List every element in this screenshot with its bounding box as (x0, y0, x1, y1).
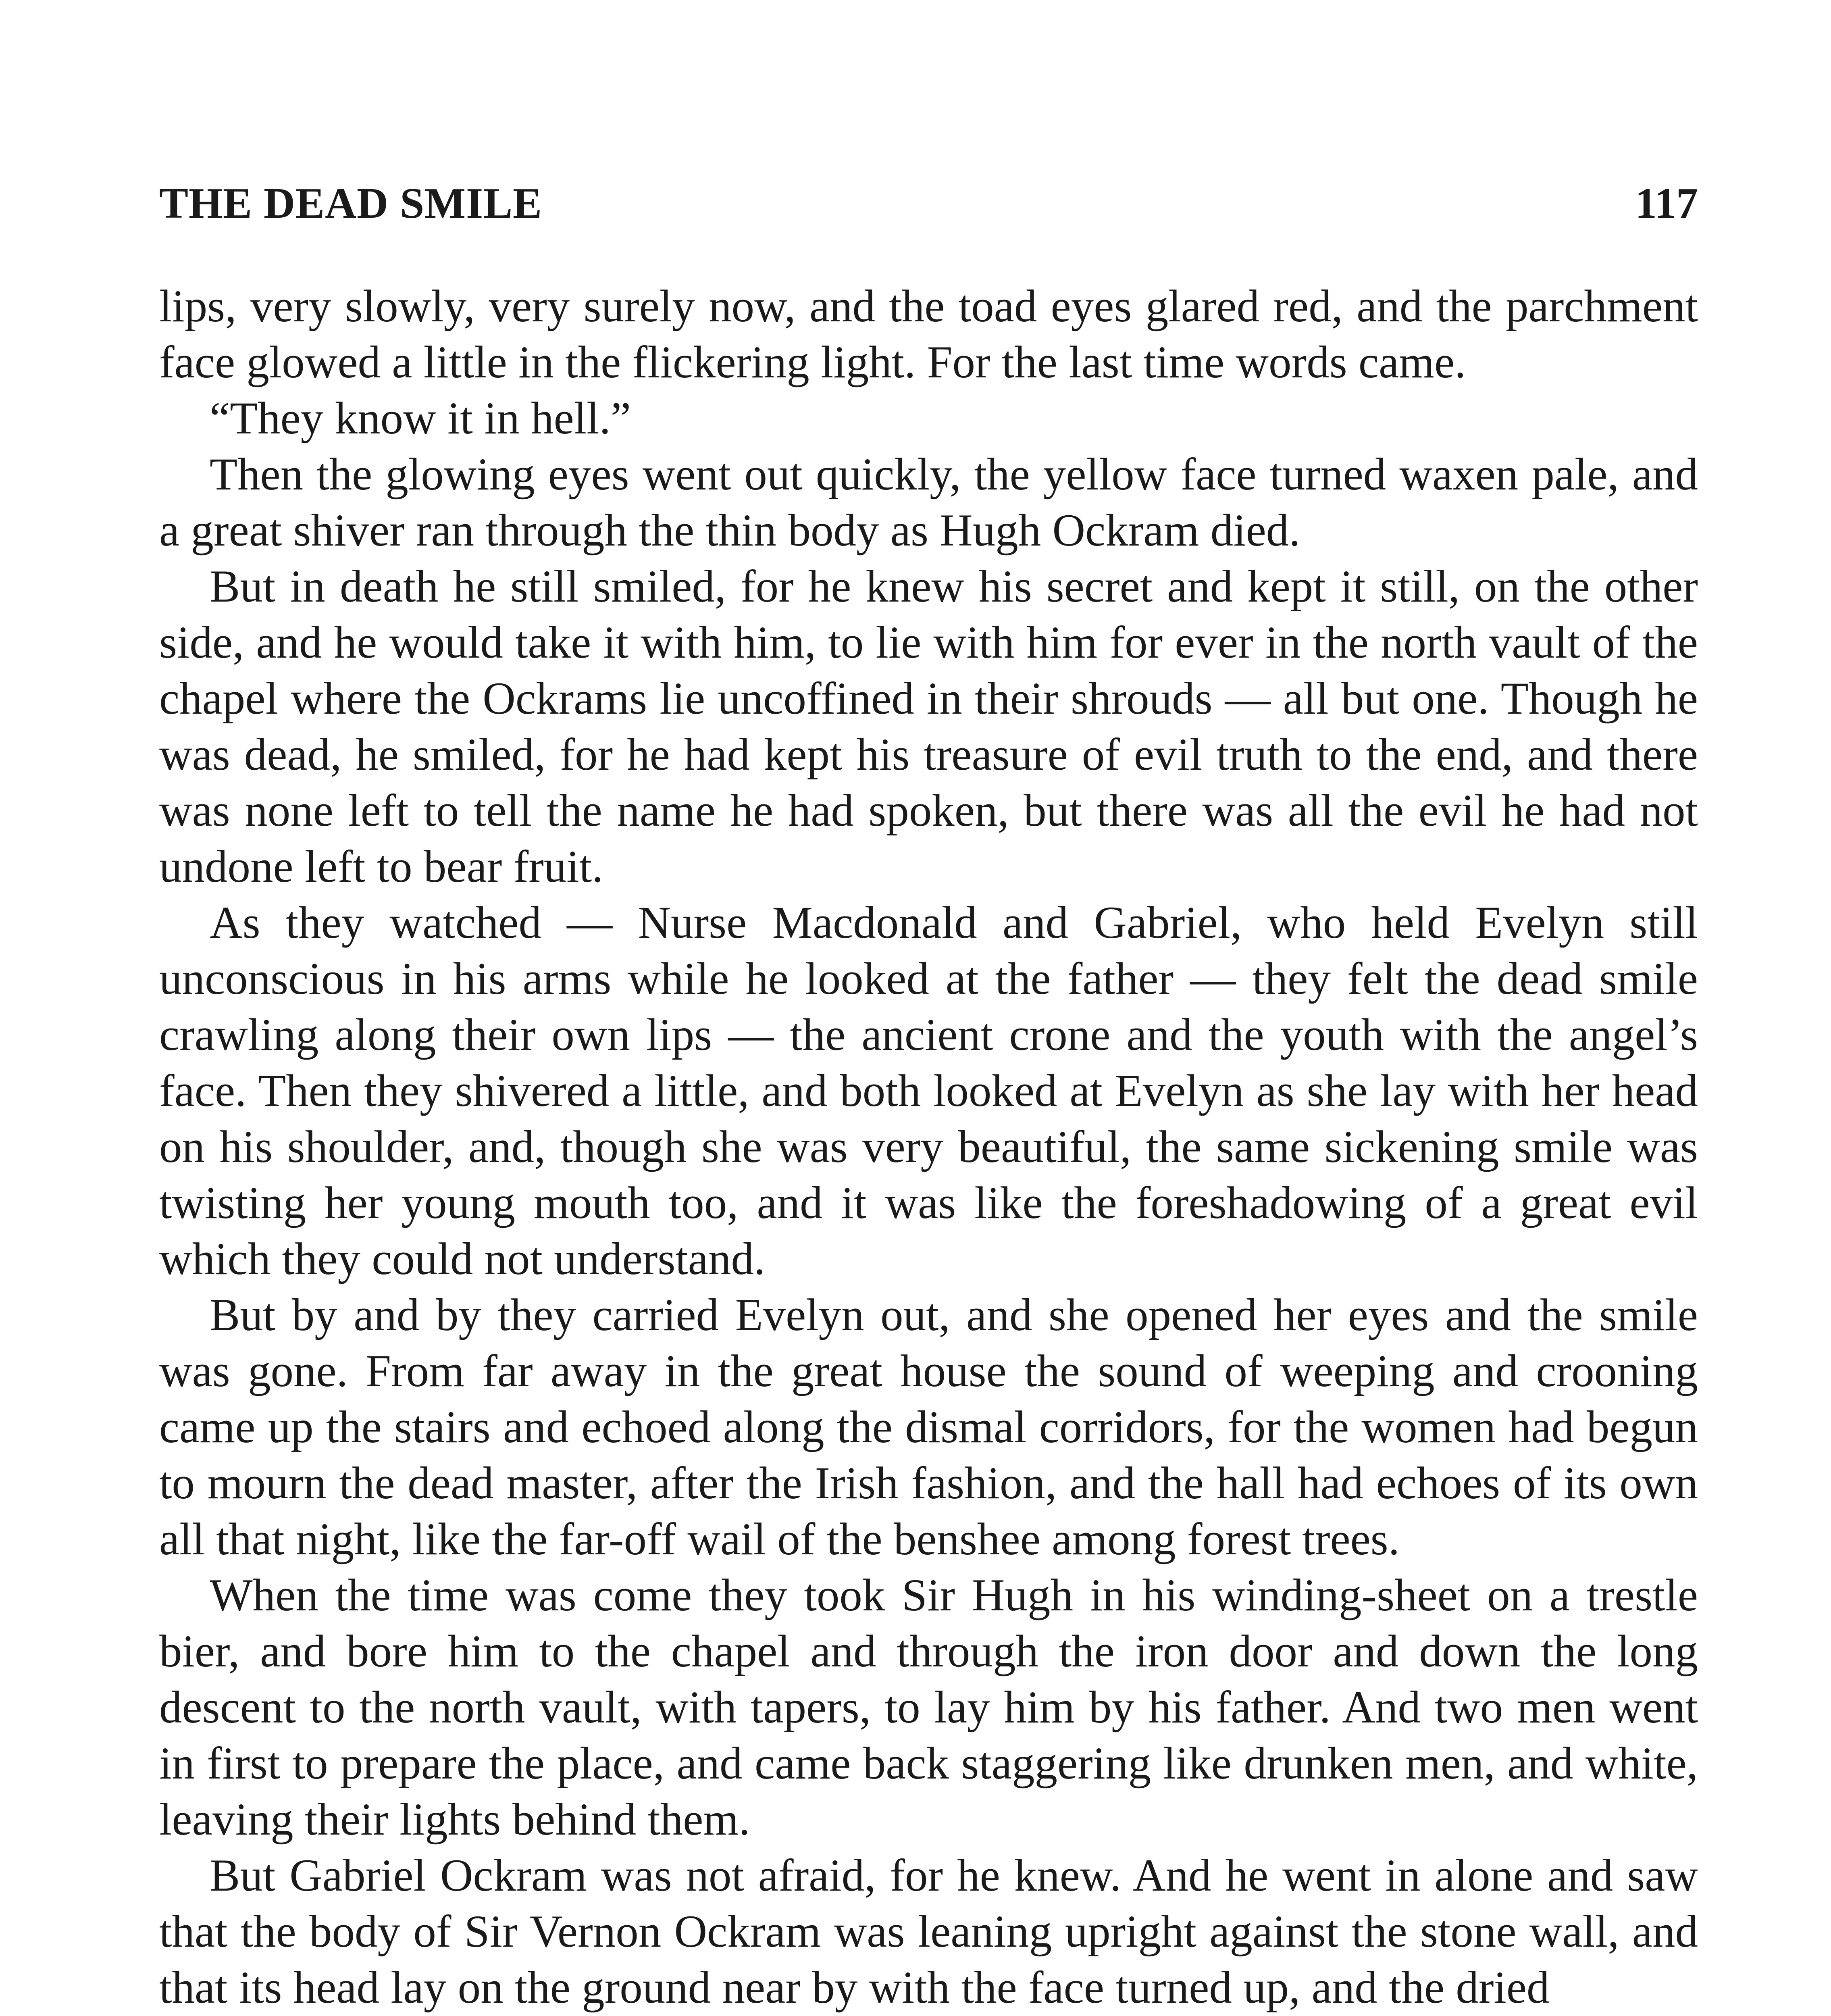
paragraph: “They know it in hell.” (210, 393, 631, 444)
paragraph: As they watched — Nurse Macdonald and Gabriel, who held Evelyn still unconscious in his arms while he looked at the father — they felt the dead smile crawling along their own lips — the ancient crone and the youth with the angel’s face. Then they shivered a little, and both looked at Evelyn as she lay with her head on his shoulder, and, though she was very beautiful, the same sickening smile was twisting her young mouth too, and it was like the foreshadowing of a great evil which they could not understand. (159, 898, 1698, 1284)
paragraph: When the time was come they took Sir Hugh in his winding-sheet on a trestle bier, and bore him to the chapel and through the iron door and down the long descent to the north vault, with tapers, to lay him by his father. And two men went in first to prepare the place, and came back staggering like drunken men, and white, leaving their lights behind them. (159, 1570, 1698, 1845)
paragraph: But in death he still smiled, for he knew his secret and kept it still, on the other side, and he would take it with him, to lie with him for ever in the north vault of the chapel where the Ockrams lie uncoffined in their shrouds — all but one. Though he was dead, he smiled, for he had kept his treasure of evil truth to the end, and there was none left to tell the name he had spoken, but there was all the evil he had not undone left to bear fruit. (159, 561, 1698, 892)
page-header (159, 173, 1698, 234)
paragraph: Then the glowing eyes went out quickly, the yellow face turned waxen pale, and a great shiver ran through the thin body as Hugh Ockram died. (159, 449, 1698, 556)
paragraph-continued: lips, very slowly, very surely now, and the toad eyes glared red, and the parchment face glowed a little in the flickering light. For the last time words came. (159, 281, 1698, 387)
running-head: THE DEAD SMILE (159, 179, 543, 227)
story-text (159, 278, 1698, 2016)
paragraph: But Gabriel Ockram was not afraid, for he knew. And he went in alone and saw that the body of Sir Vernon Ockram was leaning upright against the stone wall, and that its head lay on the ground near by with the face turned up, and the dried (159, 1850, 1698, 2013)
paragraph: But by and by they carried Evelyn out, and she opened her eyes and the smile was gone. From far away in the great house the sound of weeping and crooning came up the stairs and echoed along the dismal corridors, for the women had begun to mourn the dead master, after the Irish fashion, and the hall had echoes of its own all that night, like the far-off wail of the benshee among forest trees. (159, 1290, 1698, 1564)
page-number: 117 (1635, 179, 1698, 227)
